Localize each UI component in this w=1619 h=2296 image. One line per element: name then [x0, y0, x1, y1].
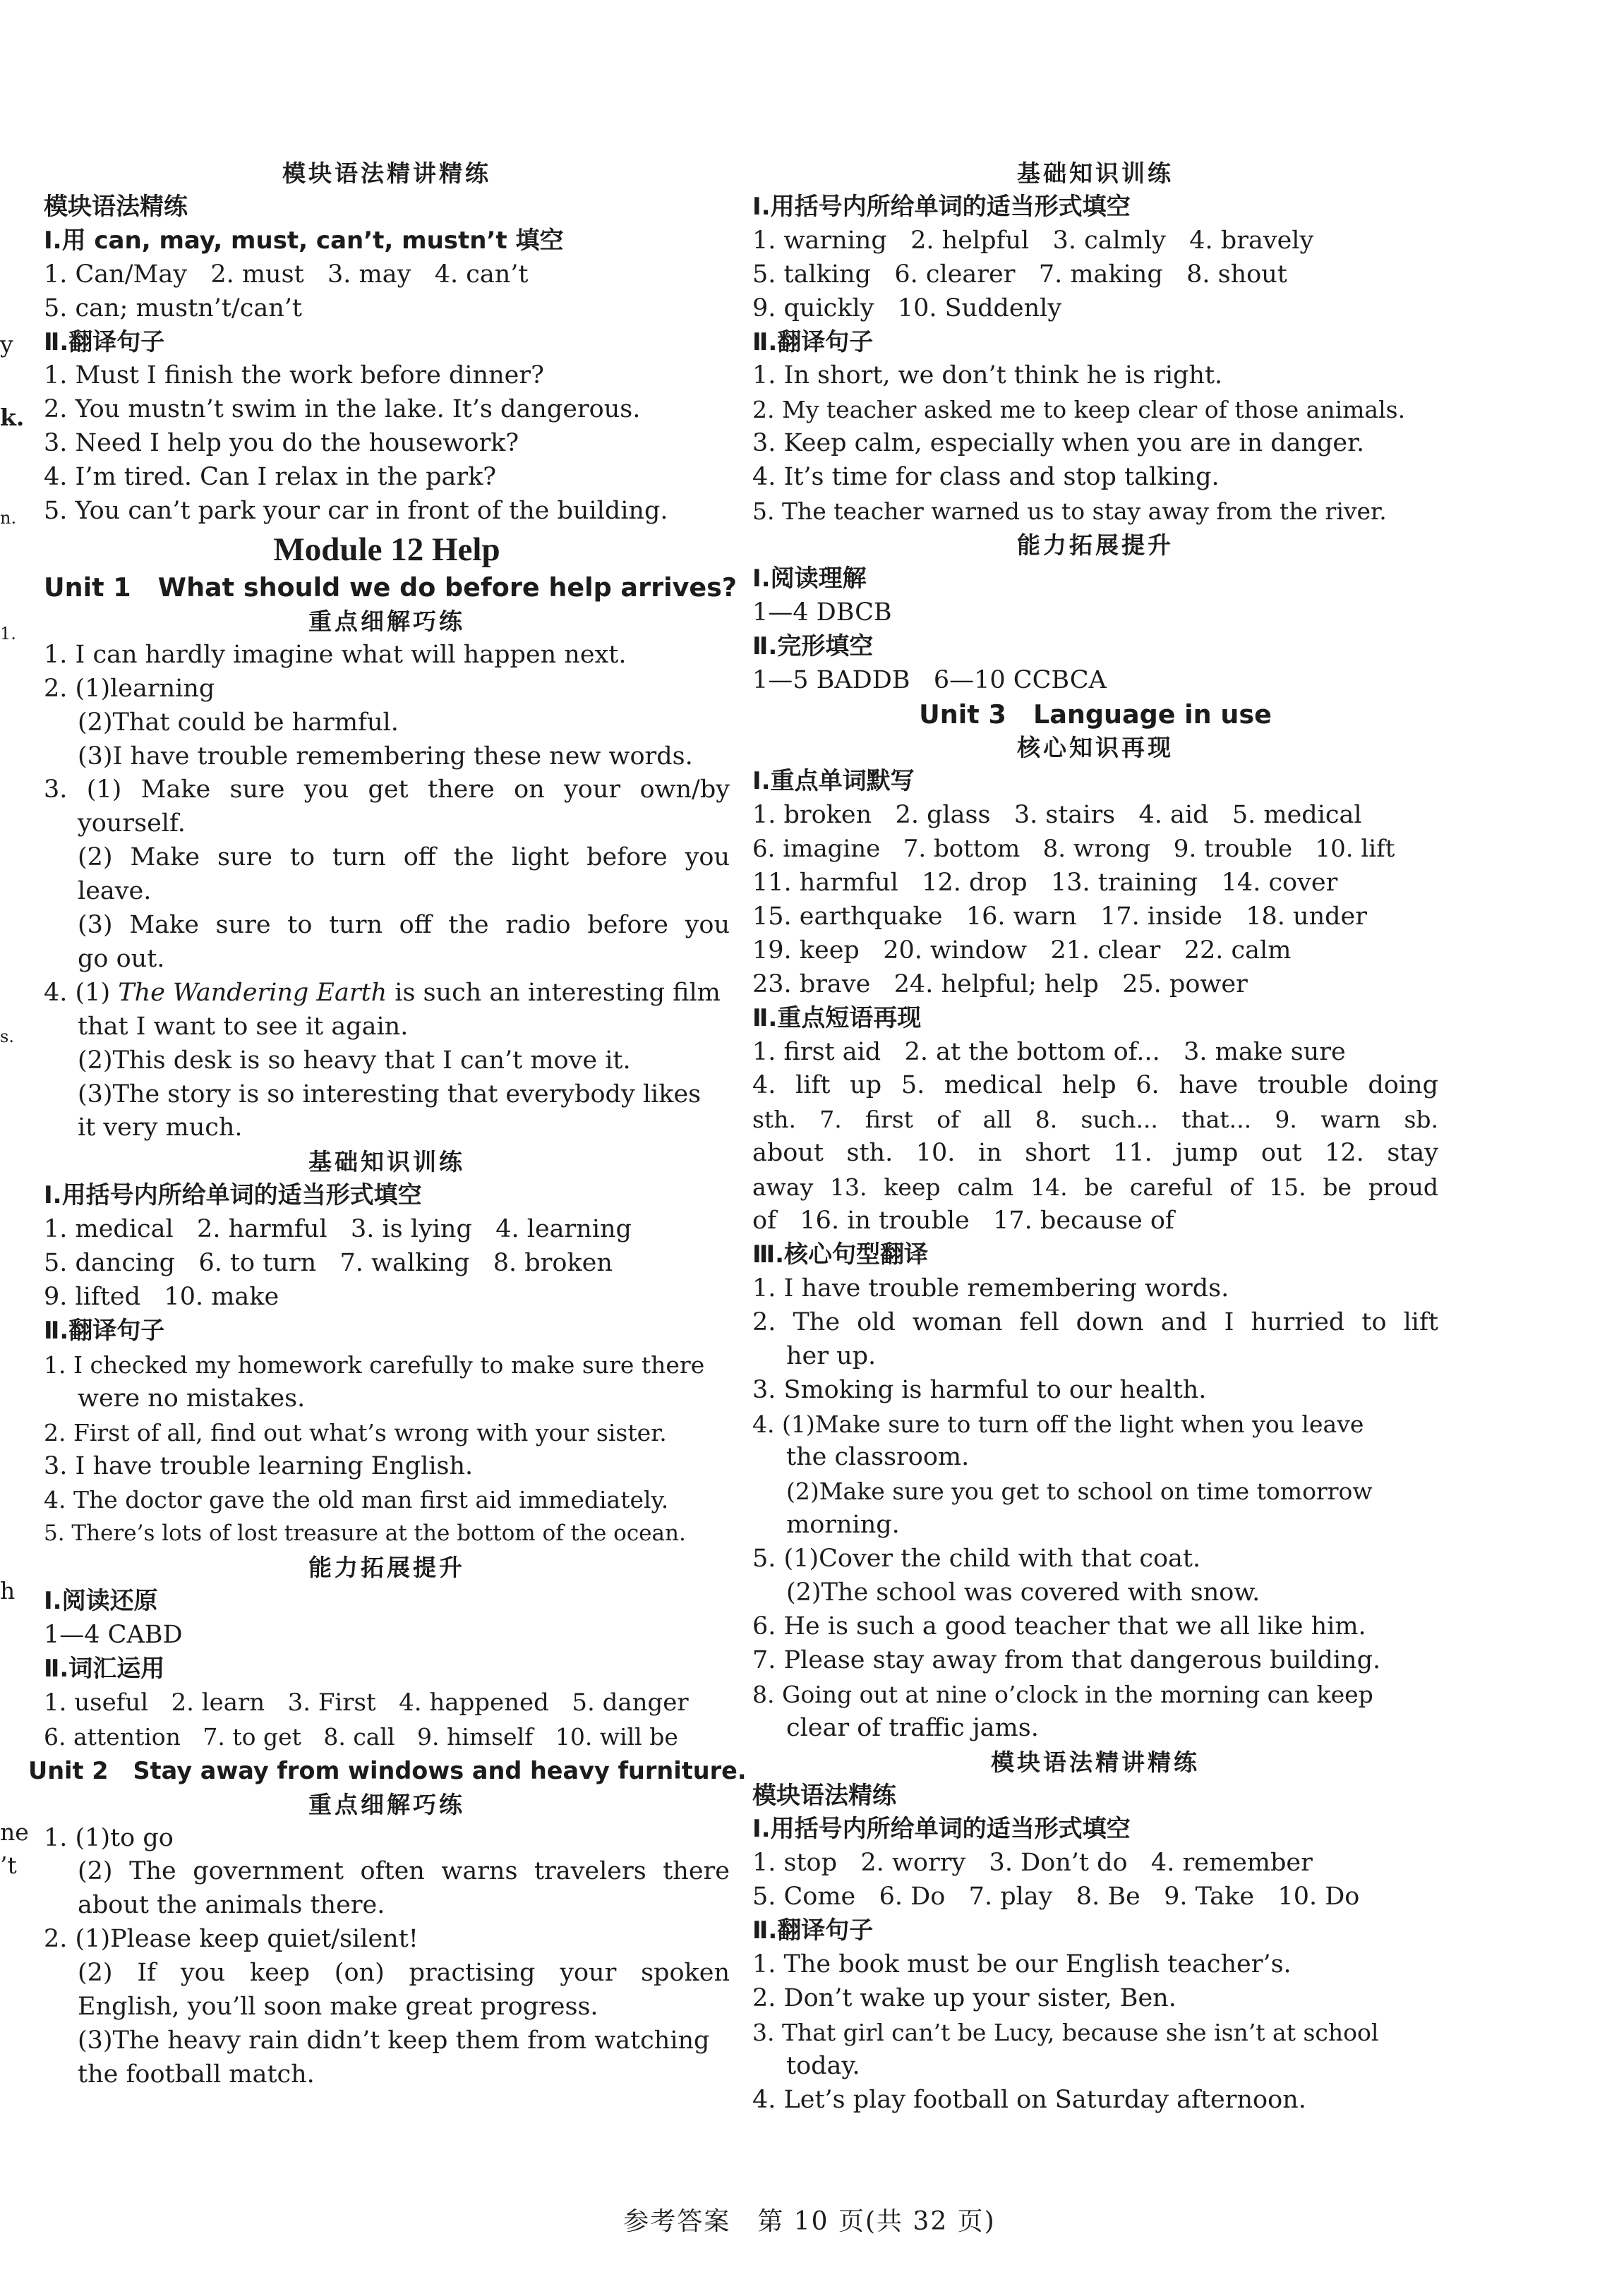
section-heading: 基础知识训练	[1017, 159, 1174, 187]
exercise-heading: Ⅰ.用括号内所给单词的适当形式填空	[752, 192, 1131, 221]
answer-line: 2. The old woman fell down and I hurried to lift	[752, 1307, 1438, 1336]
answer-line: 2. (1)Please keep quiet/silent!	[44, 1925, 419, 1954]
edge-fragment: ’t	[0, 1851, 17, 1879]
answer-line: the football match.	[78, 2060, 315, 2089]
answer-line: 5. The teacher warned us to stay away from the river.	[752, 497, 1387, 526]
subsection-heading: 模块语法精练	[44, 192, 188, 221]
exercise-heading: Ⅱ.翻译句子	[44, 327, 165, 356]
exercise-heading: Ⅱ.翻译句子	[752, 1916, 874, 1945]
edge-fragment: 1.	[0, 624, 16, 644]
answer-line: about the animals there.	[78, 1891, 385, 1920]
answer-line: 1. I checked my homework carefully to make sure there	[44, 1351, 705, 1379]
section-heading: 模块语法精讲精练	[282, 159, 491, 187]
answer-line: 7. Please stay away from that dangerous building.	[752, 1645, 1381, 1674]
exercise-heading: Ⅰ.用括号内所给单词的适当形式填空	[44, 1181, 422, 1210]
answer-line: 2. You mustn’t swim in the lake. It’s dangerous.	[44, 395, 641, 424]
unit-title: Unit 2 Stay away from windows and heavy furniture.	[28, 1756, 747, 1784]
answer-line: were no mistakes.	[78, 1384, 306, 1413]
answer-prefix: 4. (1)	[44, 978, 119, 1007]
answer-line: 4. (1)Make sure to turn off the light when you leave	[752, 1410, 1364, 1438]
answer-line: 5. can; mustn’t/can’t	[44, 294, 302, 322]
answer-line: 4. Let’s play football on Saturday afternoon.	[752, 2085, 1306, 2114]
answer-line: 2. My teacher asked me to keep clear of those animals.	[752, 396, 1406, 424]
film-title: The Wandering Earth	[118, 978, 387, 1007]
answer-line: 1. useful 2. learn 3. First 4. happened 5. danger	[44, 1688, 689, 1717]
answer-line: 3. (1) Make sure you get there on your own/by	[44, 775, 730, 804]
answer-line: leave.	[78, 877, 152, 906]
edge-fragment: ne	[0, 1818, 29, 1846]
answer-line: 5. There’s lots of lost treasure at the bottom of the ocean.	[44, 1521, 686, 1547]
page-footer: 参考答案 第 10 页(共 32 页)	[623, 2207, 996, 2236]
answer-line: 4. The doctor gave the old man first aid immediately.	[44, 1486, 669, 1514]
answer-line: the classroom.	[786, 1443, 970, 1472]
answer-line: 1. Must I finish the work before dinner?	[44, 361, 544, 390]
answer-line: 5. Come 6. Do 7. play 8. Be 9. Take 10. Do	[752, 1883, 1360, 1911]
exercise-heading: Ⅱ.词汇运用	[44, 1654, 165, 1683]
answer-line: 2. Don’t wake up your sister, Ben.	[752, 1983, 1176, 2012]
answer-line: 9. quickly 10. Suddenly	[752, 294, 1062, 322]
answer-line: 1. medical 2. harmful 3. is lying 4. learning	[44, 1215, 632, 1244]
answer-line: 5. talking 6. clearer 7. making 8. shout	[752, 260, 1287, 289]
answer-line: 1. The book must be our English teacher’s.	[752, 1950, 1292, 1979]
answer-line: 1. In short, we don’t think he is right.	[752, 361, 1223, 390]
section-heading: 核心知识再现	[1017, 734, 1174, 762]
answer-line: 4. I’m tired. Can I relax in the park?	[44, 463, 497, 492]
section-heading: 能力拓展提升	[308, 1554, 465, 1582]
answer-line: 4. It’s time for class and stop talking.	[752, 463, 1220, 492]
answer-line: 19. keep 20. window 21. clear 22. calm	[752, 936, 1292, 965]
answer-line: away 13. keep calm 14. be careful of 15. be proud	[752, 1173, 1438, 1202]
edge-fragment: k.	[0, 404, 25, 431]
answer-line: 4. lift up 5. medical help 6. have trouble doing	[752, 1071, 1438, 1100]
exercise-heading: Ⅰ.重点单词默写	[752, 767, 915, 796]
answer-line: 1. broken 2. glass 3. stairs 4. aid 5. medical	[752, 801, 1362, 830]
edge-fragment: h	[0, 1577, 16, 1605]
exercise-heading: Ⅱ.重点短语再现	[752, 1003, 922, 1032]
answer-line: 1. (1)to go	[44, 1823, 174, 1852]
answer-line: go out.	[78, 944, 165, 973]
answer-line: 11. harmful 12. drop 13. training 14. cover	[752, 869, 1338, 898]
answer-line: (2)The school was covered with snow.	[786, 1578, 1260, 1607]
edge-fragment: y	[0, 330, 13, 358]
answer-line: 3. Smoking is harmful to our health.	[752, 1375, 1207, 1404]
answer-line: (2)Make sure you get to school on time tomorrow	[786, 1478, 1373, 1506]
answer-line	[44, 977, 730, 1010]
answer-line: 1. I have trouble remembering words.	[752, 1274, 1229, 1303]
answer-line: 1. stop 2. worry 3. Don’t do 4. remember	[752, 1849, 1313, 1878]
answer-line: yourself.	[78, 809, 186, 838]
answer-line: (3)The heavy rain didn’t keep them from watching	[78, 2026, 710, 2055]
unit-title: Unit 3 Language in use	[919, 699, 1272, 730]
answer-line: that I want to see it again.	[78, 1012, 409, 1041]
right-column	[752, 157, 1438, 2117]
answer-line: of 16. in trouble 17. because of	[752, 1207, 1174, 1235]
exercise-heading: Ⅱ.翻译句子	[752, 327, 874, 356]
answer-line: 8. Going out at nine o’clock in the morning can keep	[752, 1680, 1373, 1708]
answer-line: (2) The government often warns travelers there	[78, 1857, 730, 1886]
exercise-heading: Ⅰ.阅读理解	[752, 564, 867, 593]
answer-line: today.	[786, 2051, 860, 2080]
left-column	[28, 157, 747, 2092]
answer-line: 9. lifted 10. make	[44, 1283, 279, 1311]
answer-line: (2)That could be harmful.	[78, 708, 399, 737]
answer-line: (3) Make sure to turn off the radio before you	[78, 911, 730, 940]
section-heading: 模块语法精讲精练	[991, 1748, 1200, 1776]
answer-line: English, you’ll soon make great progress.	[78, 1993, 598, 2022]
section-heading: 能力拓展提升	[1017, 531, 1174, 559]
exercise-heading: Ⅱ.翻译句子	[44, 1316, 165, 1345]
answer-line: (2) If you keep (on) practising your spoken	[78, 1959, 730, 1988]
answer-line: 5. dancing 6. to turn 7. walking 8. broken	[44, 1249, 613, 1278]
answer-line: (3)The story is so interesting that everybody likes	[78, 1080, 702, 1108]
section-heading: 重点细解巧练	[308, 607, 465, 635]
answer-line: 3. Keep calm, especially when you are in danger.	[752, 429, 1365, 458]
answer-line: 15. earthquake 16. warn 17. inside 18. under	[752, 902, 1367, 931]
answer-line: her up.	[786, 1341, 877, 1370]
answer-line: 5. You can’t park your car in front of the building.	[44, 497, 668, 526]
answer-line: 6. He is such a good teacher that we all like him.	[752, 1612, 1366, 1641]
exercise-heading: Ⅰ.用 can, may, must, can’t, mustn’t 填空	[44, 226, 564, 255]
subsection-heading: 模块语法精练	[752, 1781, 896, 1810]
edge-fragment: s.	[0, 1027, 14, 1046]
answer-line: it very much.	[78, 1113, 243, 1142]
answer-line: 1. warning 2. helpful 3. calmly 4. bravely	[752, 226, 1314, 255]
exercise-heading: Ⅰ.阅读还原	[44, 1587, 158, 1616]
answer-line: 23. brave 24. helpful; help 25. power	[752, 969, 1248, 998]
answer-suffix: is such an interesting film	[387, 978, 721, 1007]
answer-line: 5. (1)Cover the child with that coat.	[752, 1545, 1201, 1573]
answer-line: morning.	[786, 1511, 900, 1540]
answer-line: 1. I can hardly imagine what will happen next.	[44, 640, 627, 669]
answer-line: (3)I have trouble remembering these new words.	[78, 742, 693, 771]
answer-line: (2) Make sure to turn off the light before you	[78, 843, 730, 872]
answer-line: 2. First of all, find out what’s wrong with your sister.	[44, 1418, 667, 1446]
answer-line: sth. 7. first of all 8. such... that... 9. warn sb.	[752, 1106, 1438, 1134]
section-heading: 基础知识训练	[308, 1148, 465, 1176]
answer-line: clear of traffic jams.	[786, 1713, 1039, 1742]
exercise-heading: Ⅰ.用括号内所给单词的适当形式填空	[752, 1815, 1131, 1844]
answer-line: 6. attention 7. to get 8. call 9. himself 10. will be	[44, 1722, 678, 1751]
exercise-heading: Ⅱ.完形填空	[752, 632, 874, 660]
answer-line: 1—4 DBCB	[752, 598, 892, 627]
edge-fragment: n.	[0, 508, 17, 528]
answer-line: 1. Can/May 2. must 3. may 4. can’t	[44, 260, 529, 289]
answer-line: 1. first aid 2. at the bottom of... 3. make sure	[752, 1037, 1346, 1066]
answer-line: 3. That girl can’t be Lucy, because she isn’t at school	[752, 2018, 1379, 2046]
section-heading: 重点细解巧练	[308, 1790, 465, 1818]
answer-line: 3. Need I help you do the housework?	[44, 429, 519, 458]
module-title: Module 12 Help	[273, 531, 500, 568]
answer-line: 1—5 BADDB 6—10 CCBCA	[752, 665, 1107, 694]
answer-line: 6. imagine 7. bottom 8. wrong 9. trouble 10. lift	[752, 835, 1395, 864]
answer-line: about sth. 10. in short 11. jump out 12. stay	[752, 1139, 1438, 1168]
answer-line: 2. (1)learning	[44, 674, 215, 703]
answer-line: (2)This desk is so heavy that I can’t move it.	[78, 1046, 631, 1075]
exercise-heading: Ⅲ.核心句型翻译	[752, 1240, 929, 1269]
unit-title: Unit 1 What should we do before help arrives?	[44, 572, 738, 603]
answer-line: 1—4 CABD	[44, 1621, 183, 1650]
answer-line: 3. I have trouble learning English.	[44, 1451, 474, 1480]
